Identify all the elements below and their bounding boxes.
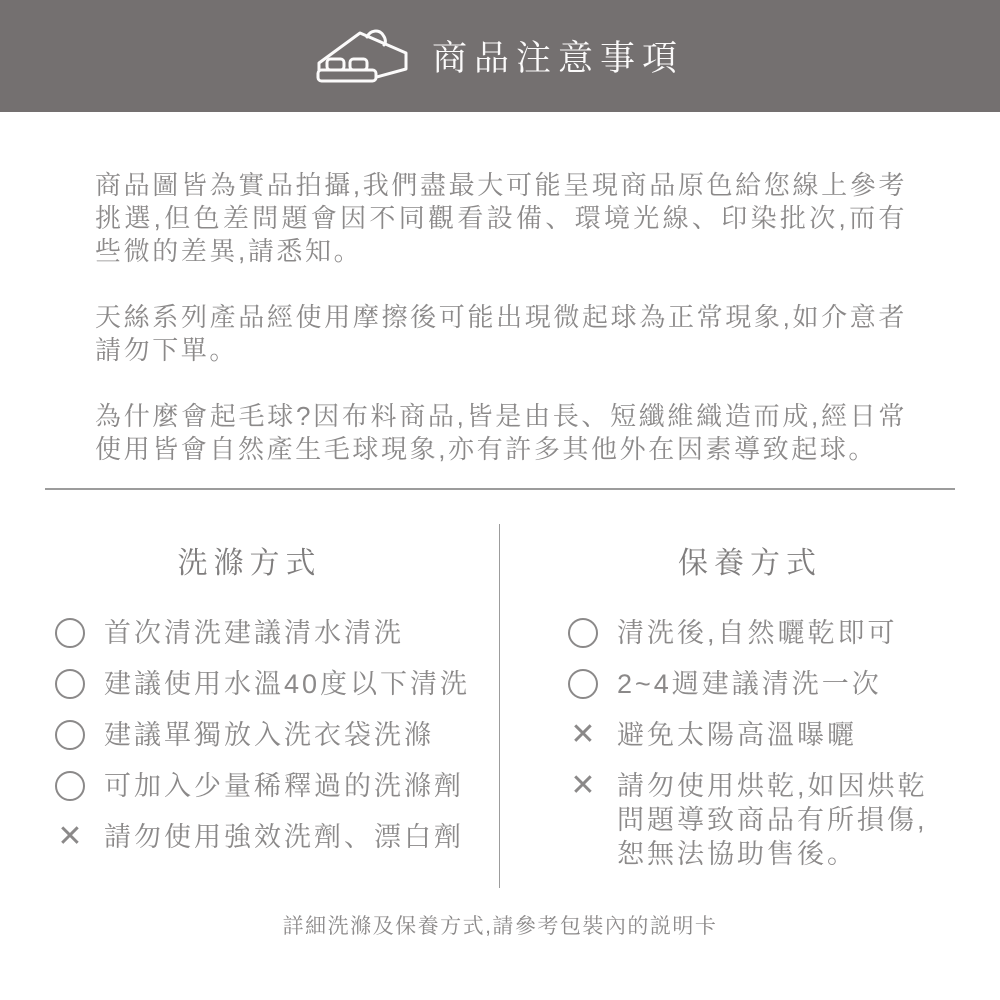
circle-mark-icon (55, 771, 85, 801)
notice-paragraph-pilling: 為什麼會起毛球?因布料商品,皆是由長、短纖維織造而成,經日常使用皆會自然產生毛球現象,亦有許多其他外在因素導致起球。 (95, 401, 907, 464)
list-item-text: 請勿使用烘乾,如因烘乾問題導致商品有所損傷,恕無法協助售後。 (617, 771, 928, 869)
footer-note: 詳細洗滌及保養方式,請參考包裝內的説明卡 (282, 915, 718, 938)
list-item (568, 667, 1000, 701)
list-item (568, 718, 1000, 752)
notice-paragraph-tencel: 天絲系列產品經使用摩擦後可能出現微起球為正常現象,如介意者請勿下單。 (95, 302, 907, 365)
cross-mark-icon (568, 720, 598, 750)
list-item-text: 2~4週建議清洗一次 (617, 669, 882, 699)
list-item-text: 避免太陽高溫曝曬 (617, 720, 857, 750)
list-item-text: 首次清洗建議清水清洗 (104, 618, 404, 648)
list-item-text: 清洗後,自然曬乾即可 (617, 618, 898, 648)
list-item (55, 769, 499, 803)
circle-mark-icon (55, 618, 85, 648)
cross-mark-icon (55, 822, 85, 852)
list-item (55, 718, 499, 752)
list-item-text: 請勿使用強效洗劑、漂白劑 (104, 822, 464, 852)
cross-mark-icon (568, 771, 598, 801)
list-item-text: 建議單獨放入洗衣袋洗滌 (104, 720, 434, 750)
list-item-text: 建議使用水溫40度以下清洗 (104, 669, 471, 699)
page-title: 商品注意事項 (431, 39, 684, 78)
care-column (500, 524, 1000, 888)
list-item (55, 616, 499, 650)
list-item (568, 616, 1000, 650)
bed-icon (316, 28, 416, 88)
horizontal-divider (45, 488, 955, 490)
care-instructions (0, 524, 1000, 888)
care-title: 保養方式 (678, 547, 822, 580)
list-item (55, 667, 499, 701)
circle-mark-icon (55, 720, 85, 750)
list-item (55, 820, 499, 854)
circle-mark-icon (55, 669, 85, 699)
header (0, 0, 1000, 112)
notice-paragraph-color: 商品圖皆為實品拍攝,我們盡最大可能呈現商品原色給您線上參考挑選,但色差問題會因不同觀看設備、環境光線、印染批次,而有些微的差異,請悉知。 (95, 170, 907, 266)
notice-section (0, 112, 1000, 466)
circle-mark-icon (568, 618, 598, 648)
washing-list (0, 616, 499, 854)
washing-title: 洗滌方式 (177, 547, 322, 580)
list-item-text: 可加入少量稀釋過的洗滌劑 (104, 771, 464, 801)
washing-column (0, 524, 500, 888)
care-list (500, 616, 1000, 871)
circle-mark-icon (568, 669, 598, 699)
list-item (568, 769, 1000, 871)
